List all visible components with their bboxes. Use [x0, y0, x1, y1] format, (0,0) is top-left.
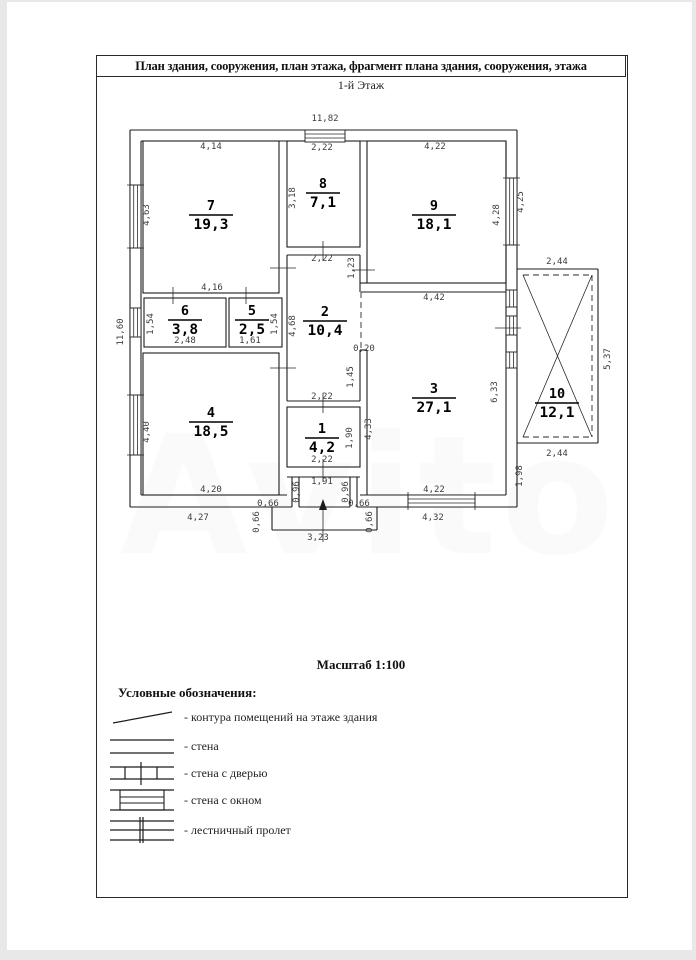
window-symbol — [130, 185, 141, 248]
room-area: 12,1 — [539, 405, 575, 421]
room-number: 7 — [206, 198, 216, 214]
legend-item — [110, 704, 377, 730]
window-symbol — [506, 316, 517, 335]
dim-label: 4,33 — [364, 418, 374, 440]
dim-label: 4,68 — [288, 315, 298, 337]
dim-label: 11,60 — [116, 318, 126, 346]
room-number: 1 — [317, 421, 327, 437]
room-area: 7,1 — [309, 195, 337, 211]
room-area: 27,1 — [416, 400, 452, 416]
dim-label: 2,48 — [174, 336, 196, 346]
dim-label: 4,40 — [142, 421, 152, 443]
legend-item-label: - лестничный пролет — [184, 822, 291, 837]
dim-label: 4,16 — [201, 283, 223, 293]
document-title: План здания, сооружения, план этажа, фрагмент плана здания, сооружения, этажа — [96, 55, 626, 77]
window-symbol — [130, 308, 141, 337]
dim-label: 1,23 — [347, 257, 357, 279]
dim-label: 4,28 — [492, 204, 502, 226]
dim-label: 2,22 — [311, 455, 333, 465]
dim-label: 1,91 — [311, 477, 333, 487]
legend-item — [110, 760, 267, 786]
dim-label: 0,66 — [252, 511, 262, 533]
dim-label: 1,90 — [345, 427, 355, 449]
legend-header: Условные обозначения: — [118, 685, 257, 700]
dim-label: 4,20 — [200, 485, 222, 495]
dim-label: 0,66 — [365, 511, 375, 533]
legend-item-label: - стена с окном — [184, 792, 262, 807]
wall-with-door-icon — [110, 760, 178, 786]
dim-label: 1,61 — [239, 336, 261, 346]
dim-label: 4,25 — [516, 191, 526, 213]
room-number: 3 — [429, 381, 439, 397]
dim-label: 4,27 — [187, 513, 209, 523]
dim-label: 2,44 — [546, 257, 568, 267]
dim-label: 11,82 — [311, 114, 339, 124]
dim-label: 0,96 — [341, 481, 351, 503]
dim-label: 4,14 — [200, 142, 222, 152]
dim-label: 4,32 — [422, 513, 444, 523]
room-area: 18,1 — [416, 217, 452, 233]
dim-label: 4,22 — [423, 485, 445, 495]
dim-label: 4,22 — [424, 142, 446, 152]
window-symbol — [408, 495, 475, 507]
room-number: 5 — [247, 303, 257, 319]
dim-label: 2,22 — [311, 254, 333, 264]
legend-item-label: - стена — [184, 738, 219, 753]
wall-icon — [110, 733, 178, 759]
dim-label: 0,66 — [348, 499, 370, 509]
dim-label: 0,20 — [353, 344, 375, 354]
stair-flight-icon — [110, 817, 178, 843]
top-vent-block — [305, 130, 345, 142]
room-area: 10,4 — [307, 323, 343, 339]
window-symbol — [506, 290, 517, 307]
dim-label: 2,44 — [546, 449, 568, 459]
legend-item-label: - стена с дверью — [184, 765, 268, 780]
room-number: 10 — [548, 386, 566, 402]
dim-label: 5,37 — [603, 348, 613, 370]
room-area: 2,5 — [238, 322, 266, 338]
legend-item — [110, 817, 291, 843]
room-area: 3,8 — [171, 322, 199, 338]
window-symbol — [506, 352, 517, 368]
dim-label: 0,96 — [292, 481, 302, 503]
room-number: 2 — [320, 304, 330, 320]
room-area: 19,3 — [193, 217, 229, 233]
room-area: 18,5 — [193, 424, 229, 440]
legend-item-label: - контура помещений на этаже здания — [184, 709, 378, 724]
dim-label: 1,54 — [270, 313, 280, 335]
room-number: 4 — [206, 405, 216, 421]
window-symbol — [130, 395, 141, 455]
dim-label: 4,42 — [423, 293, 445, 303]
dim-label: 3,18 — [288, 187, 298, 209]
scale-label: Масштаб 1:100 — [316, 657, 406, 672]
wall-with-window-icon — [110, 787, 178, 813]
legend-item — [110, 787, 262, 813]
room-area: 4,2 — [308, 440, 336, 456]
dim-label: 1,98 — [515, 465, 525, 487]
floor-label: 1-й Этаж — [337, 78, 385, 92]
dim-label: 0,66 — [257, 499, 279, 509]
dim-label: 2,22 — [311, 143, 333, 153]
dim-label: 1,54 — [146, 313, 156, 335]
dim-label: 6,33 — [490, 381, 500, 403]
legend-item — [110, 733, 219, 759]
dim-label: 3,23 — [307, 533, 329, 543]
room-number: 6 — [180, 303, 190, 319]
room-number: 8 — [318, 176, 328, 192]
dim-label: 2,22 — [311, 392, 333, 402]
room-number: 9 — [429, 198, 439, 214]
dim-label: 1,45 — [346, 366, 356, 388]
dim-label: 4,63 — [142, 204, 152, 226]
room-contour-icon — [110, 704, 178, 730]
entrance-arrow-head — [319, 499, 327, 510]
